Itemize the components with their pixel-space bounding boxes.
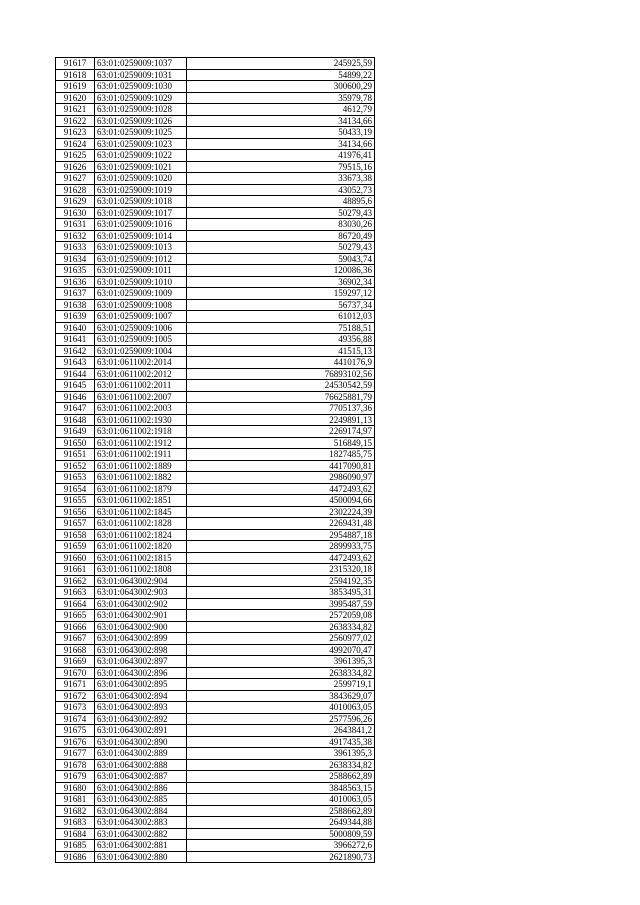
row-number-cell: 91646 <box>56 391 95 403</box>
row-number-cell: 91653 <box>56 472 95 484</box>
cadastral-number-cell: 63:01:0259009:1030 <box>95 81 187 93</box>
row-number-cell: 91678 <box>56 759 95 771</box>
row-number-cell: 91685 <box>56 840 95 852</box>
table-row <box>56 127 375 139</box>
cadastral-value-cell: 2643841,2 <box>187 725 375 737</box>
cadastral-number-cell: 63:01:0259009:1018 <box>95 196 187 208</box>
table-row <box>56 805 375 817</box>
table-row <box>56 713 375 725</box>
row-number-cell: 91668 <box>56 644 95 656</box>
cadastral-number-cell: 63:01:0611002:1845 <box>95 506 187 518</box>
row-number-cell: 91619 <box>56 81 95 93</box>
cadastral-number-cell: 63:01:0643002:897 <box>95 656 187 668</box>
row-number-cell: 91675 <box>56 725 95 737</box>
cadastral-number-cell: 63:01:0643002:883 <box>95 817 187 829</box>
cadastral-value-cell: 2572059,08 <box>187 610 375 622</box>
row-number-cell: 91657 <box>56 518 95 530</box>
cadastral-number-cell: 63:01:0643002:886 <box>95 782 187 794</box>
table-row <box>56 552 375 564</box>
row-number-cell: 91652 <box>56 460 95 472</box>
cadastral-number-cell: 63:01:0259009:1011 <box>95 265 187 277</box>
row-number-cell: 91684 <box>56 828 95 840</box>
table-row <box>56 656 375 668</box>
cadastral-value-cell: 34134,66 <box>187 138 375 150</box>
row-number-cell: 91630 <box>56 207 95 219</box>
cadastral-value-cell: 49356,88 <box>187 334 375 346</box>
cadastral-value-cell: 4917435,38 <box>187 736 375 748</box>
cadastral-number-cell: 63:01:0259009:1009 <box>95 288 187 300</box>
cadastral-number-cell: 63:01:0643002:904 <box>95 575 187 587</box>
row-number-cell: 91669 <box>56 656 95 668</box>
cadastral-value-cell: 3853495,31 <box>187 587 375 599</box>
cadastral-number-cell: 63:01:0259009:1007 <box>95 311 187 323</box>
cadastral-value-cell: 4500094,66 <box>187 495 375 507</box>
cadastral-number-cell: 63:01:0611002:2007 <box>95 391 187 403</box>
table-row <box>56 495 375 507</box>
row-number-cell: 91658 <box>56 529 95 541</box>
table-row <box>56 230 375 242</box>
cadastral-value-cell: 2649344,88 <box>187 817 375 829</box>
table-row <box>56 575 375 587</box>
table-row <box>56 345 375 357</box>
row-number-cell: 91670 <box>56 667 95 679</box>
table-row <box>56 265 375 277</box>
row-number-cell: 91649 <box>56 426 95 438</box>
row-number-cell: 91661 <box>56 564 95 576</box>
cadastral-value-cell: 3966272,6 <box>187 840 375 852</box>
table-row <box>56 92 375 104</box>
cadastral-number-cell: 63:01:0643002:881 <box>95 840 187 852</box>
cadastral-number-cell: 63:01:0643002:898 <box>95 644 187 656</box>
row-number-cell: 91645 <box>56 380 95 392</box>
cadastral-value-cell: 75188,51 <box>187 322 375 334</box>
cadastral-value-cell: 61012,03 <box>187 311 375 323</box>
row-number-cell: 91637 <box>56 288 95 300</box>
row-number-cell: 91681 <box>56 794 95 806</box>
cadastral-value-cell: 7705137,36 <box>187 403 375 415</box>
cadastral-number-cell: 63:01:0611002:2012 <box>95 368 187 380</box>
row-number-cell: 91623 <box>56 127 95 139</box>
cadastral-value-cell: 5000809,59 <box>187 828 375 840</box>
cadastral-value-cell: 56737,34 <box>187 299 375 311</box>
row-number-cell: 91671 <box>56 679 95 691</box>
cadastral-value-cell: 24530542,59 <box>187 380 375 392</box>
cadastral-number-cell: 63:01:0611002:2011 <box>95 380 187 392</box>
table-row <box>56 242 375 254</box>
row-number-cell: 91672 <box>56 690 95 702</box>
cadastral-number-cell: 63:01:0643002:893 <box>95 702 187 714</box>
cadastral-value-cell: 59043,74 <box>187 253 375 265</box>
cadastral-number-cell: 63:01:0611002:1828 <box>95 518 187 530</box>
table-row <box>56 794 375 806</box>
cadastral-number-cell: 63:01:0259009:1016 <box>95 219 187 231</box>
cadastral-value-cell: 2302224,39 <box>187 506 375 518</box>
cadastral-number-cell: 63:01:0643002:880 <box>95 851 187 863</box>
cadastral-value-cell: 245925,59 <box>187 58 375 70</box>
table-row <box>56 184 375 196</box>
cadastral-number-cell: 63:01:0611002:1879 <box>95 483 187 495</box>
cadastral-value-cell: 50279,43 <box>187 207 375 219</box>
cadastral-number-cell: 63:01:0259009:1023 <box>95 138 187 150</box>
row-number-cell: 91655 <box>56 495 95 507</box>
row-number-cell: 91638 <box>56 299 95 311</box>
cadastral-number-cell: 63:01:0643002:891 <box>95 725 187 737</box>
cadastral-number-cell: 63:01:0259009:1010 <box>95 276 187 288</box>
table-row <box>56 644 375 656</box>
table-row <box>56 621 375 633</box>
cadastral-number-cell: 63:01:0643002:892 <box>95 713 187 725</box>
cadastral-number-cell: 63:01:0611002:1930 <box>95 414 187 426</box>
table-row <box>56 518 375 530</box>
cadastral-value-cell: 2588662,89 <box>187 771 375 783</box>
table-row <box>56 633 375 645</box>
table-row <box>56 564 375 576</box>
row-number-cell: 91622 <box>56 115 95 127</box>
cadastral-number-cell: 63:01:0611002:2003 <box>95 403 187 415</box>
cadastral-value-cell: 4472493,62 <box>187 552 375 564</box>
table-row <box>56 150 375 162</box>
cadastral-number-cell: 63:01:0611002:1808 <box>95 564 187 576</box>
cadastral-value-cell: 2638334,82 <box>187 759 375 771</box>
row-number-cell: 91674 <box>56 713 95 725</box>
row-number-cell: 91662 <box>56 575 95 587</box>
cadastral-number-cell: 63:01:0611002:1820 <box>95 541 187 553</box>
cadastral-value-cell: 4010063,05 <box>187 702 375 714</box>
cadastral-number-cell: 63:01:0643002:887 <box>95 771 187 783</box>
cadastral-value-cell: 516849,15 <box>187 437 375 449</box>
cadastral-number-cell: 63:01:0259009:1025 <box>95 127 187 139</box>
row-number-cell: 91617 <box>56 58 95 70</box>
cadastral-value-cell: 2269431,48 <box>187 518 375 530</box>
row-number-cell: 91620 <box>56 92 95 104</box>
table-row <box>56 598 375 610</box>
cadastral-value-cell: 35979,78 <box>187 92 375 104</box>
cadastral-value-cell: 4417090,81 <box>187 460 375 472</box>
cadastral-value-cell: 41515,13 <box>187 345 375 357</box>
row-number-cell: 91654 <box>56 483 95 495</box>
table-row <box>56 771 375 783</box>
cadastral-value-cell: 2594192,35 <box>187 575 375 587</box>
cadastral-value-cell: 2269174,97 <box>187 426 375 438</box>
cadastral-value-cell: 120086,36 <box>187 265 375 277</box>
table-row <box>56 817 375 829</box>
cadastral-number-cell: 63:01:0611002:1824 <box>95 529 187 541</box>
table-row <box>56 460 375 472</box>
cadastral-number-cell: 63:01:0643002:899 <box>95 633 187 645</box>
table-row <box>56 58 375 70</box>
cadastral-number-cell: 63:01:0259009:1019 <box>95 184 187 196</box>
cadastral-number-cell: 63:01:0259009:1013 <box>95 242 187 254</box>
table-row <box>56 161 375 173</box>
row-number-cell: 91683 <box>56 817 95 829</box>
row-number-cell: 91682 <box>56 805 95 817</box>
cadastral-value-cell: 2588662,89 <box>187 805 375 817</box>
cadastral-number-cell: 63:01:0643002:888 <box>95 759 187 771</box>
cadastral-number-cell: 63:01:0643002:890 <box>95 736 187 748</box>
table-row <box>56 334 375 346</box>
row-number-cell: 91650 <box>56 437 95 449</box>
row-number-cell: 91660 <box>56 552 95 564</box>
cadastral-number-cell: 63:01:0611002:1815 <box>95 552 187 564</box>
row-number-cell: 91673 <box>56 702 95 714</box>
cadastral-number-cell: 63:01:0643002:882 <box>95 828 187 840</box>
table-row <box>56 587 375 599</box>
table-row <box>56 483 375 495</box>
table-row <box>56 138 375 150</box>
cadastral-value-cell: 300600,29 <box>187 81 375 93</box>
cadastral-value-cell: 2638334,82 <box>187 621 375 633</box>
cadastral-value-cell: 41976,41 <box>187 150 375 162</box>
table-row <box>56 173 375 185</box>
row-number-cell: 91618 <box>56 69 95 81</box>
cadastral-number-cell: 63:01:0611002:1882 <box>95 472 187 484</box>
cadastral-value-cell: 3848563,15 <box>187 782 375 794</box>
cadastral-number-cell: 63:01:0643002:895 <box>95 679 187 691</box>
row-number-cell: 91639 <box>56 311 95 323</box>
cadastral-value-cell: 2899933,75 <box>187 541 375 553</box>
table-row <box>56 426 375 438</box>
row-number-cell: 91641 <box>56 334 95 346</box>
row-number-cell: 91680 <box>56 782 95 794</box>
table-row <box>56 104 375 116</box>
table-row <box>56 357 375 369</box>
row-number-cell: 91643 <box>56 357 95 369</box>
table-row <box>56 840 375 852</box>
table-row <box>56 472 375 484</box>
table-row <box>56 368 375 380</box>
table-row <box>56 759 375 771</box>
cadastral-value-cell: 3995487,59 <box>187 598 375 610</box>
cadastral-number-cell: 63:01:0259009:1008 <box>95 299 187 311</box>
row-number-cell: 91636 <box>56 276 95 288</box>
row-number-cell: 91627 <box>56 173 95 185</box>
row-number-cell: 91666 <box>56 621 95 633</box>
cadastral-value-cell: 2315320,18 <box>187 564 375 576</box>
cadastral-value-cell: 2986090,97 <box>187 472 375 484</box>
row-number-cell: 91624 <box>56 138 95 150</box>
cadastral-number-cell: 63:01:0611002:1851 <box>95 495 187 507</box>
table-row <box>56 851 375 863</box>
table-row <box>56 403 375 415</box>
row-number-cell: 91635 <box>56 265 95 277</box>
table-row <box>56 69 375 81</box>
table-row <box>56 207 375 219</box>
cadastral-value-cell: 50279,43 <box>187 242 375 254</box>
row-number-cell: 91677 <box>56 748 95 760</box>
cadastral-number-cell: 63:01:0643002:901 <box>95 610 187 622</box>
row-number-cell: 91625 <box>56 150 95 162</box>
cadastral-value-cell: 76625881,79 <box>187 391 375 403</box>
cadastral-number-cell: 63:01:0259009:1014 <box>95 230 187 242</box>
row-number-cell: 91679 <box>56 771 95 783</box>
cadastral-number-cell: 63:01:0259009:1031 <box>95 69 187 81</box>
cadastral-number-cell: 63:01:0259009:1028 <box>95 104 187 116</box>
table-row <box>56 725 375 737</box>
table-row <box>56 196 375 208</box>
table-row <box>56 81 375 93</box>
table-row <box>56 667 375 679</box>
row-number-cell: 91642 <box>56 345 95 357</box>
table-row <box>56 322 375 334</box>
cadastral-number-cell: 63:01:0611002:1912 <box>95 437 187 449</box>
row-number-cell: 91628 <box>56 184 95 196</box>
cadastral-number-cell: 63:01:0259009:1006 <box>95 322 187 334</box>
table-row <box>56 276 375 288</box>
table-row <box>56 736 375 748</box>
cadastral-number-cell: 63:01:0643002:885 <box>95 794 187 806</box>
table-row <box>56 679 375 691</box>
row-number-cell: 91632 <box>56 230 95 242</box>
table-row <box>56 115 375 127</box>
cadastral-value-cell: 2621890,73 <box>187 851 375 863</box>
table-row <box>56 529 375 541</box>
table-row <box>56 690 375 702</box>
row-number-cell: 91686 <box>56 851 95 863</box>
cadastral-number-cell: 63:01:0611002:1918 <box>95 426 187 438</box>
row-number-cell: 91664 <box>56 598 95 610</box>
row-number-cell: 91663 <box>56 587 95 599</box>
cadastral-value-cell: 79515,16 <box>187 161 375 173</box>
row-number-cell: 91648 <box>56 414 95 426</box>
table-row <box>56 437 375 449</box>
row-number-cell: 91640 <box>56 322 95 334</box>
cadastral-value-cell: 3961395,3 <box>187 748 375 760</box>
cadastral-value-cell: 4992070,47 <box>187 644 375 656</box>
cadastral-number-cell: 63:01:0643002:902 <box>95 598 187 610</box>
table-row <box>56 506 375 518</box>
row-number-cell: 91633 <box>56 242 95 254</box>
cadastral-value-cell: 3843629,07 <box>187 690 375 702</box>
row-number-cell: 91676 <box>56 736 95 748</box>
table-row <box>56 311 375 323</box>
cadastral-value-cell: 4010063,05 <box>187 794 375 806</box>
row-number-cell: 91621 <box>56 104 95 116</box>
cadastral-value-cell: 43052,73 <box>187 184 375 196</box>
cadastral-number-cell: 63:01:0259009:1004 <box>95 345 187 357</box>
table-row <box>56 782 375 794</box>
table-row <box>56 610 375 622</box>
cadastral-number-cell: 63:01:0259009:1005 <box>95 334 187 346</box>
cadastral-value-cell: 36902,34 <box>187 276 375 288</box>
cadastral-number-cell: 63:01:0611002:2014 <box>95 357 187 369</box>
row-number-cell: 91644 <box>56 368 95 380</box>
cadastral-value-cell: 50433,19 <box>187 127 375 139</box>
row-number-cell: 91631 <box>56 219 95 231</box>
cadastral-value-table <box>55 57 375 863</box>
cadastral-number-cell: 63:01:0643002:903 <box>95 587 187 599</box>
table-row <box>56 702 375 714</box>
cadastral-value-cell: 86720,49 <box>187 230 375 242</box>
cadastral-value-cell: 34134,66 <box>187 115 375 127</box>
cadastral-value-cell: 2638334,82 <box>187 667 375 679</box>
cadastral-number-cell: 63:01:0643002:900 <box>95 621 187 633</box>
cadastral-value-cell: 2560977,02 <box>187 633 375 645</box>
table-row <box>56 219 375 231</box>
cadastral-number-cell: 63:01:0259009:1026 <box>95 115 187 127</box>
table-row <box>56 414 375 426</box>
cadastral-value-cell: 2577596,26 <box>187 713 375 725</box>
cadastral-number-cell: 63:01:0259009:1037 <box>95 58 187 70</box>
cadastral-number-cell: 63:01:0643002:889 <box>95 748 187 760</box>
cadastral-value-cell: 4612,79 <box>187 104 375 116</box>
table-row <box>56 380 375 392</box>
cadastral-number-cell: 63:01:0643002:896 <box>95 667 187 679</box>
cadastral-value-cell: 159297,12 <box>187 288 375 300</box>
cadastral-value-cell: 2249891,13 <box>187 414 375 426</box>
row-number-cell: 91667 <box>56 633 95 645</box>
row-number-cell: 91634 <box>56 253 95 265</box>
row-number-cell: 91665 <box>56 610 95 622</box>
cadastral-value-cell: 1827485,75 <box>187 449 375 461</box>
cadastral-number-cell: 63:01:0643002:894 <box>95 690 187 702</box>
row-number-cell: 91629 <box>56 196 95 208</box>
row-number-cell: 91626 <box>56 161 95 173</box>
cadastral-number-cell: 63:01:0259009:1012 <box>95 253 187 265</box>
cadastral-number-cell: 63:01:0259009:1017 <box>95 207 187 219</box>
table-row <box>56 748 375 760</box>
cadastral-number-cell: 63:01:0259009:1029 <box>95 92 187 104</box>
table-row <box>56 828 375 840</box>
cadastral-value-cell: 33673,38 <box>187 173 375 185</box>
table-row <box>56 299 375 311</box>
table-row <box>56 288 375 300</box>
cadastral-value-cell: 48895,6 <box>187 196 375 208</box>
cadastral-number-cell: 63:01:0259009:1020 <box>95 173 187 185</box>
cadastral-value-cell: 3961395,3 <box>187 656 375 668</box>
row-number-cell: 91656 <box>56 506 95 518</box>
cadastral-number-cell: 63:01:0611002:1889 <box>95 460 187 472</box>
cadastral-value-cell: 2954887,18 <box>187 529 375 541</box>
cadastral-number-cell: 63:01:0611002:1911 <box>95 449 187 461</box>
cadastral-value-cell: 4472493,62 <box>187 483 375 495</box>
cadastral-value-cell: 4410176,9 <box>187 357 375 369</box>
row-number-cell: 91647 <box>56 403 95 415</box>
cadastral-number-cell: 63:01:0259009:1022 <box>95 150 187 162</box>
cadastral-value-cell: 76893102,56 <box>187 368 375 380</box>
table-row <box>56 253 375 265</box>
cadastral-number-cell: 63:01:0643002:884 <box>95 805 187 817</box>
row-number-cell: 91659 <box>56 541 95 553</box>
table-body <box>56 58 375 863</box>
cadastral-value-cell: 54899,22 <box>187 69 375 81</box>
table-row <box>56 541 375 553</box>
cadastral-number-cell: 63:01:0259009:1021 <box>95 161 187 173</box>
table-row <box>56 449 375 461</box>
cadastral-value-cell: 2599719,1 <box>187 679 375 691</box>
row-number-cell: 91651 <box>56 449 95 461</box>
table-row <box>56 391 375 403</box>
cadastral-value-cell: 83030,26 <box>187 219 375 231</box>
